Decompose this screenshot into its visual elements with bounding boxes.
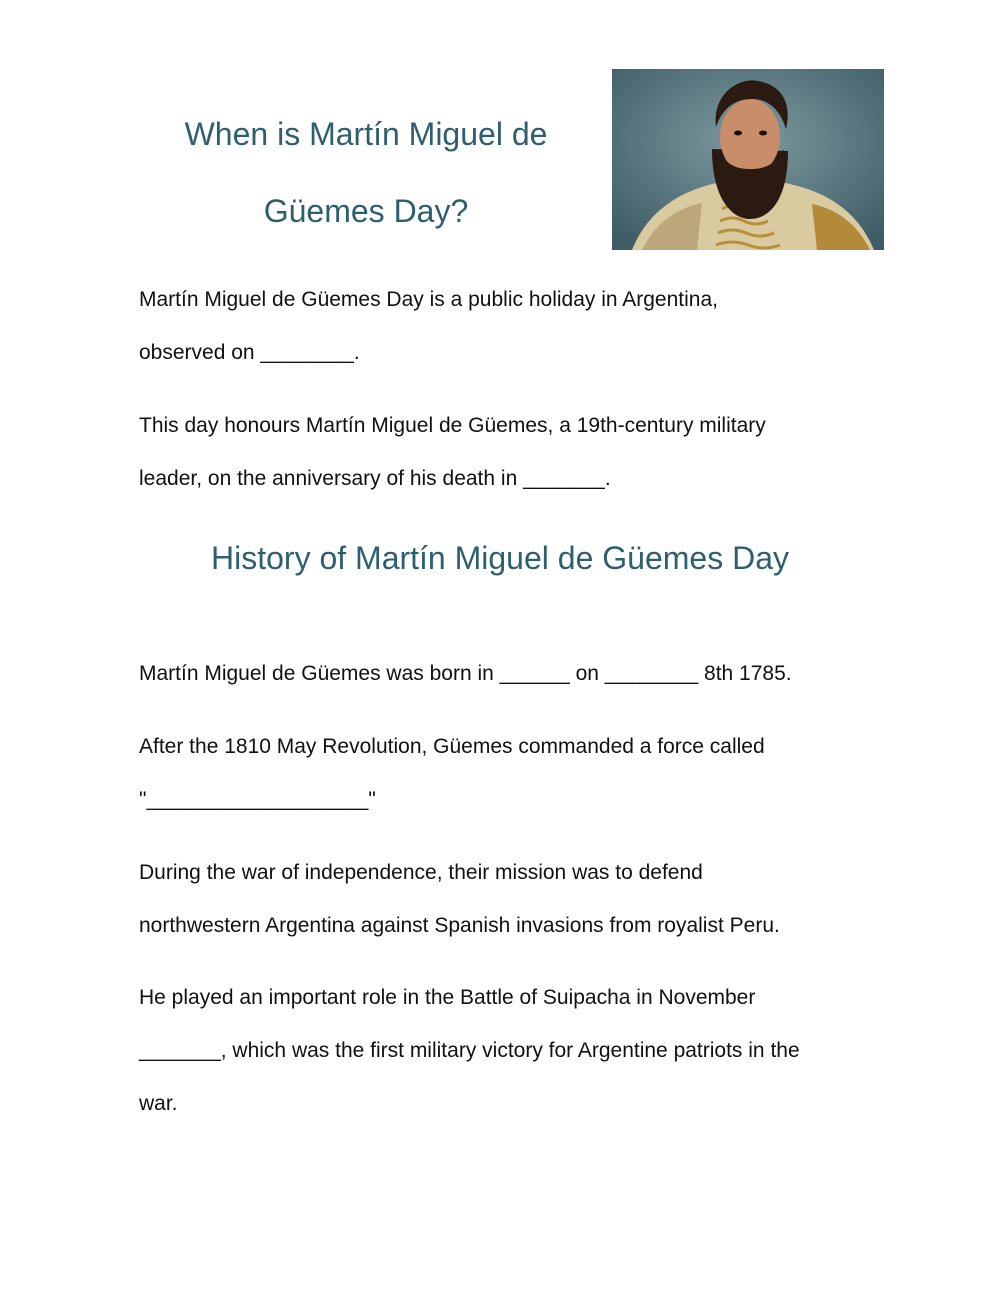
history-paragraph-2-line-2: "___________________"	[139, 788, 376, 811]
page-title-line-2: Güemes Day?	[263, 193, 469, 229]
history-paragraph-1: Martín Miguel de Güemes was born in ______ on ________ 8th 1785.	[139, 662, 792, 685]
page-title-line-1: When is Martín Miguel de	[184, 116, 548, 152]
history-paragraph-4-line-2: _______, which was the first military victory for Argentine patriots in the	[139, 1039, 800, 1062]
intro-paragraph-1-line-2: observed on ________.	[139, 341, 360, 364]
intro-paragraph-2-line-1: This day honours Martín Miguel de Güemes, a 19th-century military	[139, 414, 766, 437]
history-heading: History of Martín Miguel de Güemes Day	[211, 540, 789, 576]
portrait-icon	[612, 69, 884, 250]
history-paragraph-4-line-3: war.	[139, 1092, 178, 1115]
history-paragraph-4-line-1: He played an important role in the Battle of Suipacha in November	[139, 986, 756, 1009]
history-paragraph-3-line-1: During the war of independence, their mission was to defend	[139, 861, 703, 884]
portrait-image	[612, 69, 884, 250]
intro-paragraph-1-line-1: Martín Miguel de Güemes Day is a public holiday in Argentina,	[139, 288, 718, 311]
intro-paragraph-2-line-2: leader, on the anniversary of his death in _______.	[139, 467, 611, 490]
history-paragraph-3-line-2: northwestern Argentina against Spanish invasions from royalist Peru.	[139, 914, 780, 937]
history-paragraph-2-line-1: After the 1810 May Revolution, Güemes commanded a force called	[139, 735, 765, 758]
